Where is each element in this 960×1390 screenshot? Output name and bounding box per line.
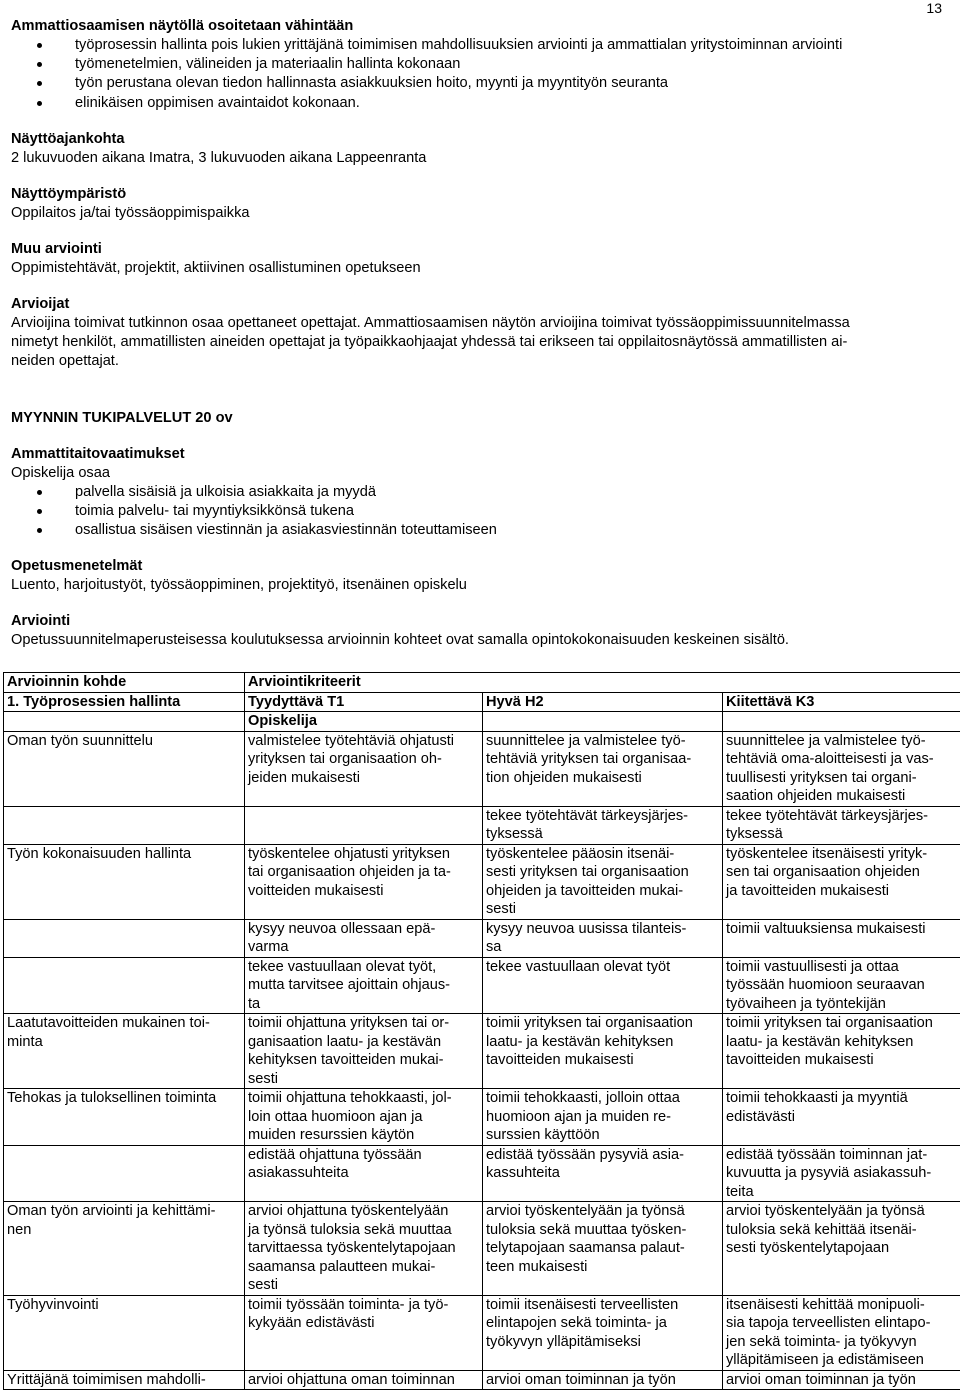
criteria-t1 <box>245 806 483 844</box>
table-row <box>4 1014 960 1089</box>
criteria-h2: edistää työssään pysyviä asia- kassuhteita <box>483 1145 723 1202</box>
criteria-k3: suunnittelee ja valmistelee työ- tehtäviä oma-aloitteisesti ja vas- tuullisesti yrityksen tai organi- saation ohjeiden mukaisesti <box>723 731 960 806</box>
table-row <box>4 1145 960 1202</box>
assessors-line: neiden opettajat. <box>11 352 953 371</box>
level-h2: Hyvä H2 <box>483 692 723 712</box>
criteria-t1: toimii ohjattuna tehokkaasti, jol- loin ottaa huomioon ajan ja muiden resurssien käytön <box>245 1089 483 1146</box>
criteria-t1: työskentelee ohjatusti yrityksen tai organisaation ohjeiden ja ta- voitteiden mukaisesti <box>245 844 483 919</box>
criteria-table <box>3 672 960 1390</box>
criteria-k3: työskentelee itsenäisesti yrityk- sen tai organisaation ohjeiden ja tavoitteiden mukaisesti <box>723 844 960 919</box>
section-heading: Näyttöympäristö <box>11 185 953 204</box>
list-item: toimia palvelu- tai myyntiyksikkönsä tukena <box>11 502 953 521</box>
empty-cell <box>723 712 960 732</box>
assessors-line: nimetyt henkilöt, ammatillisten aineiden opettajat ja työpaikkaohjaajat yhdessä tai erikseen tai oppilaitosnäytössä ammatillisten ai- <box>11 333 953 352</box>
row-target <box>4 806 245 844</box>
criteria-h2: kysyy neuvoa uusissa tilanteis- sa <box>483 919 723 957</box>
criteria-t1: arvioi ohjattuna oman toiminnan <box>245 1370 483 1390</box>
row-target <box>4 1145 245 1202</box>
list-item: palvella sisäisiä ja ulkoisia asiakkaita ja myydä <box>11 483 953 502</box>
table-row <box>4 919 960 957</box>
table-row <box>4 731 960 806</box>
criteria-h2: suunnittelee ja valmistelee työ- tehtäviä yrityksen tai organisaa- tion ohjeiden mukaisesti <box>483 731 723 806</box>
list-item: työmenetelmien, välineiden ja materiaalin hallinta kokonaan <box>11 55 953 74</box>
criteria-t1: kysyy neuvoa ollessaan epä- varma <box>245 919 483 957</box>
list-item: elinikäisen oppimisen avaintaidot kokonaan. <box>11 94 953 113</box>
row-target <box>4 919 245 957</box>
list-item: työn perustana olevan tiedon hallinnasta asiakkuuksien hoito, myynti ja myyntityön seuranta <box>11 74 953 93</box>
table-row <box>4 1202 960 1296</box>
criteria-h2: arvioi oman toiminnan ja työn <box>483 1370 723 1390</box>
row-target: Laatutavoitteiden mukainen toi- minta <box>4 1014 245 1089</box>
level-k3: Kiitettävä K3 <box>723 692 960 712</box>
section-text: Oppimistehtävät, projektit, aktiivinen osallistuminen opetukseen <box>11 259 953 278</box>
methods-heading: Opetusmenetelmät <box>11 557 953 576</box>
criteria-k3: toimii vastuullisesti ja ottaa työssään huomioon seuraavan työvaiheen ja työntekijän <box>723 957 960 1014</box>
table-levels-row <box>4 692 960 712</box>
row-target: Tehokas ja tuloksellinen toiminta <box>4 1089 245 1146</box>
row-target: Yrittäjänä toimimisen mahdolli- <box>4 1370 245 1390</box>
table-row <box>4 1089 960 1146</box>
table-header-row <box>4 673 960 693</box>
row-target <box>4 957 245 1014</box>
evaluation-heading: Arviointi <box>11 612 953 631</box>
table-row <box>4 957 960 1014</box>
section-heading: Näyttöajankohta <box>11 130 953 149</box>
list-item: työprosessin hallinta pois lukien yrittäjänä toimimisen mahdollisuuksien arviointi ja ammattialan yritystoiminnan arviointi <box>11 36 953 55</box>
list-item: osallistua sisäisen viestinnän ja asiakasviestinnän toteuttamiseen <box>11 521 953 540</box>
criteria-t1: valmistelee työtehtäviä ohjatusti yrityksen tai organisaation oh- jeiden mukaisesti <box>245 731 483 806</box>
criteria-k3: toimii yrityksen tai organisaation laatu- ja kestävän kehityksen tavoitteiden mukaisesti <box>723 1014 960 1089</box>
header-target: Arvioinnin kohde <box>4 673 245 693</box>
assessors-line: Arvioijina toimivat tutkinnon osaa opettaneet opettajat. Ammattiosaamisen näytön arvioijina toimivat työssäoppimissuunnitelmassa <box>11 314 953 333</box>
demo-bullet-list <box>11 36 953 113</box>
row-target: Oman työn suunnittelu <box>4 731 245 806</box>
empty-cell <box>4 712 245 732</box>
page-content <box>11 17 953 650</box>
section-heading: Muu arviointi <box>11 240 953 259</box>
criteria-k3: edistää työssään toiminnan jat- kuvuutta ja pysyviä asiakassuh- teita <box>723 1145 960 1202</box>
criteria-t1: toimii ohjattuna yrityksen tai or- ganisaation laatu- ja kestävän kehityksen tavoitteiden mukai- sesti <box>245 1014 483 1089</box>
header-criteria: Arviointikriteerit <box>245 673 960 693</box>
demo-heading: Ammattiosaamisen näytöllä osoitetaan vähintään <box>11 17 953 36</box>
criteria-h2: tekee vastuullaan olevat työt <box>483 957 723 1014</box>
criteria-k3: toimii tehokkaasti ja myyntiä edistävästi <box>723 1089 960 1146</box>
criteria-k3: tekee työtehtävät tärkeysjärjes- tyksessä <box>723 806 960 844</box>
criteria-t1: tekee vastuullaan olevat työt, mutta tarvitsee ajoittain ohjaus- ta <box>245 957 483 1014</box>
row-target: Oman työn arviointi ja kehittämi- nen <box>4 1202 245 1296</box>
criteria-k3: arvioi työskentelyään ja työnsä tuloksia sekä kehittää itsenäi- sesti työskentelytapojaan <box>723 1202 960 1296</box>
section-text: 2 lukuvuoden aikana Imatra, 3 lukuvuoden aikana Lappeenranta <box>11 149 953 168</box>
table-student-row <box>4 712 960 732</box>
criteria-k3: arvioi oman toiminnan ja työn <box>723 1370 960 1390</box>
section-text: Oppilaitos ja/tai työssäoppimispaikka <box>11 204 953 223</box>
criteria-t1: arvioi ohjattuna työskentelyään ja työnsä tuloksia sekä muuttaa tarvittaessa työskentelytapojaan saamansa palautteen mukai- sesti <box>245 1202 483 1296</box>
criteria-h2: tekee työtehtävät tärkeysjärjes- tyksessä <box>483 806 723 844</box>
evaluation-text: Opetussuunnitelmaperusteisessa koulutuksessa arvioinnin kohteet ovat samalla opintokokonaisuuden keskeinen sisältö. <box>11 631 953 650</box>
criteria-h2: arvioi työskentelyään ja työnsä tuloksia sekä muuttaa työsken- telytapojaan saamansa palaut- teen mukaisesti <box>483 1202 723 1296</box>
criteria-t1: edistää ohjattuna työssään asiakassuhteita <box>245 1145 483 1202</box>
requirements-intro: Opiskelija osaa <box>11 464 953 483</box>
page-number: 13 <box>926 0 942 16</box>
table-row <box>4 844 960 919</box>
criteria-k3: itsenäisesti kehittää monipuoli- sia tapoja terveellisten elintapo- jen sekä toiminta- ja työkyvyn ylläpitämiseen ja edistämiseen <box>723 1295 960 1370</box>
requirements-heading: Ammattitaitovaatimukset <box>11 445 953 464</box>
assessors-heading: Arvioijat <box>11 295 953 314</box>
criteria-h2: toimii yrityksen tai organisaation laatu- ja kestävän kehityksen tavoitteiden mukaisesti <box>483 1014 723 1089</box>
level-t1: Tyydyttävä T1 <box>245 692 483 712</box>
criteria-h2: työskentelee pääosin itsenäi- sesti yrityksen tai organisaation ohjeiden ja tavoitteiden mukai- sesti <box>483 844 723 919</box>
row-target: Työn kokonaisuuden hallinta <box>4 844 245 919</box>
module-title: MYYNNIN TUKIPALVELUT 20 ov <box>11 409 953 428</box>
row-target: Työhyvinvointi <box>4 1295 245 1370</box>
criteria-k3: toimii valtuuksiensa mukaisesti <box>723 919 960 957</box>
requirements-bullet-list <box>11 483 953 541</box>
criteria-t1: toimii työssään toiminta- ja työ- kykyään edistävästi <box>245 1295 483 1370</box>
section-label: 1. Työprosessien hallinta <box>4 692 245 712</box>
criteria-h2: toimii tehokkaasti, jolloin ottaa huomioon ajan ja muiden re- surssien käyttöön <box>483 1089 723 1146</box>
methods-text: Luento, harjoitustyöt, työssäoppiminen, projektityö, itsenäinen opiskelu <box>11 576 953 595</box>
criteria-h2: toimii itsenäisesti terveellisten elintapojen sekä toiminta- ja työkyvyn ylläpitämiseksi <box>483 1295 723 1370</box>
table-row <box>4 806 960 844</box>
student-label: Opiskelija <box>245 712 483 732</box>
empty-cell <box>483 712 723 732</box>
table-row <box>4 1295 960 1370</box>
